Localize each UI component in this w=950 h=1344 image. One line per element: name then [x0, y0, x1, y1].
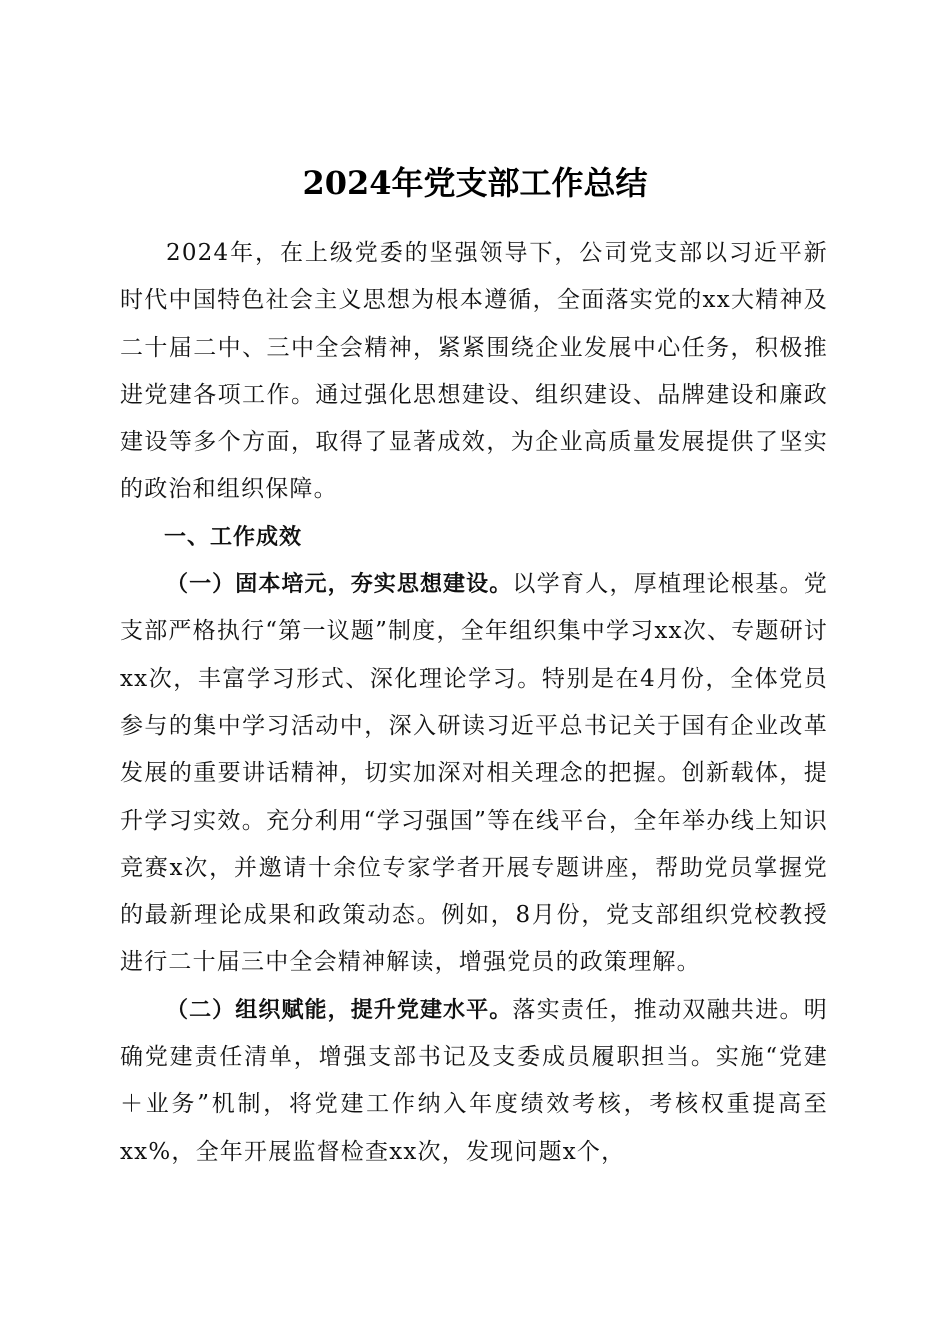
- item-1-lead: （一）固本培元，夯实思想建设。: [166, 572, 513, 598]
- section-heading: 一、工作成效: [164, 524, 303, 550]
- item-1-text: 以学育人，厚植理论根基。党支部严格执行“第一议题”制度，全年组织集中学习xx次、专题研讨xx次，丰富学习形式、深化理论学习。特别是在4月份，全体党员参与的集中学习活动中，深入研读习近平总书记关于国有企业改革发展的重要讲话精神，切实加深对相关理念的把握。创新载体，提升学习实效。充分利用“学习强国”等在线平台，全年举办线上知识竞赛x次，并邀请十余位专家学者开展专题讲座，帮助党员掌握党的最新理论成果和政策动态。例如，8月份，党支部组织党校教授进行二十届三中全会精神解读，增强党员的政策理解。: [120, 571, 828, 976]
- item-2-text: 落实责任，推动双融共进。明确党建责任清单，增强支部书记及支委成员履职担当。实施“党建＋业务”机制，将党建工作纳入年度绩效考核，考核权重提高至xx%，全年开展监督检查xx次，发现问题x个，: [120, 996, 828, 1165]
- section-item-2: [120, 987, 828, 1176]
- page-title: 2024年党支部工作总结: [302, 164, 648, 203]
- section-item-1: [120, 561, 828, 987]
- document-body: [120, 230, 828, 1176]
- item-2-lead: （二）组织赋能，提升党建水平。: [166, 997, 513, 1023]
- intro-paragraph: 2024年，在上级党委的坚强领导下，公司党支部以习近平新时代中国特色社会主义思想为根本遵循，全面落实党的xx大精神及二十届二中、三中全会精神，紧紧围绕企业发展中心任务，积极推进党建各项工作。通过强化思想建设、组织建设、品牌建设和廉政建设等多个方面，取得了显著成效，为企业高质量发展提供了坚实的政治和组织保障。: [120, 240, 828, 503]
